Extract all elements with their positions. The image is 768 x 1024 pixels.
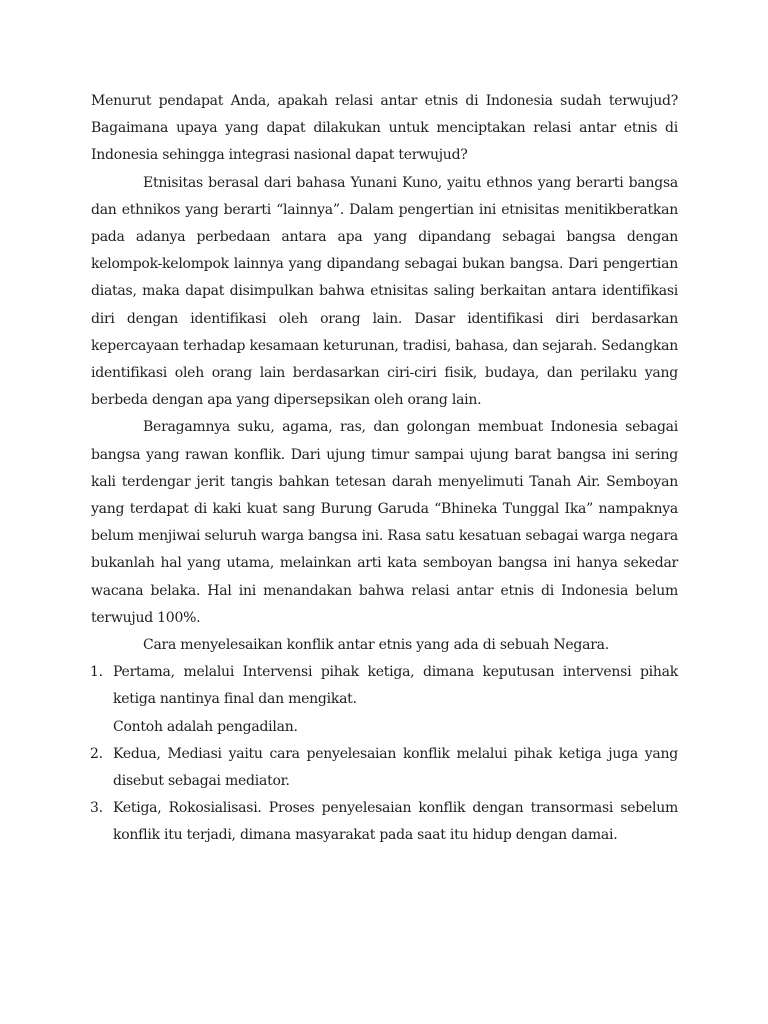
- list-item-text: Kedua, Mediasi yaitu cara penyelesaian konflik melalui pihak ketiga juga yang disebut sebagai mediator.: [113, 745, 678, 790]
- body-paragraph-etnisitas: Etnisitas berasal dari bahasa Yunani Kuno, yaitu ethnos yang berarti bangsa dan ethnikos yang berarti “lainnya”. Dalam pengertian ini etnisitas menitikberatkan pada adanya perbedaan antara apa yang dipandang sebagai bangsa dengan kelompok-kelompok lainnya yang dipandang sebagai bukan bangsa. Dari pengertian diatas, maka dapat disimpulkan bahwa etnisitas saling berkaitan antara identifikasi diri dengan identifikasi oleh orang lain. Dasar identifikasi diri berdasarkan kepercayaan terhadap kesamaan keturunan, tradisi, bahasa, dan sejarah. Sedangkan identifikasi oleh orang lain berdasarkan ciri-ciri fisik, budaya, dan perilaku yang berbeda dengan apa yang dipersepsikan oleh orang lain.: [91, 174, 678, 409]
- list-item-number: 2.: [90, 745, 103, 762]
- list-item: [91, 795, 678, 849]
- intro-paragraph: Menurut pendapat Anda, apakah relasi antar etnis di Indonesia sudah terwujud? Bagaimana upaya yang dapat dilakukan untuk menciptakan relasi antar etnis di Indonesia sehingga integrasi nasional dapat terwujud?: [91, 93, 678, 164]
- list-item-example: Contoh adalah pengadilan.: [113, 718, 298, 735]
- list-item: [91, 659, 678, 741]
- list-item-number: 3.: [90, 800, 103, 817]
- document-body: [91, 88, 678, 850]
- body-paragraph-konflik: Beragamnya suku, agama, ras, dan golongan membuat Indonesia sebagai bangsa yang rawan konflik. Dari ujung timur sampai ujung barat bangsa ini sering kali terdengar jerit tangis bahkan tetesan darah menyelimuti Tanah Air. Semboyan yang terdapat di kaki kuat sang Burung Garuda “Bhineka Tunggal Ika” nampaknya belum menjiwai seluruh warga bangsa ini. Rasa satu kesatuan sebagai warga negara bukanlah hal yang utama, melainkan arti kata semboyan bangsa ini hanya sekedar wacana belaka. Hal ini menandakan bahwa relasi antar etnis di Indonesia belum terwujud 100%.: [91, 419, 678, 626]
- list-item-text: Pertama, melalui Intervensi pihak ketiga, dimana keputusan intervensi pihak ketiga nantinya final dan mengikat.: [113, 664, 678, 708]
- resolution-list: [91, 659, 678, 849]
- list-intro-paragraph: Cara menyelesaikan konflik antar etnis yang ada di sebuah Negara.: [143, 637, 609, 654]
- list-item: [91, 741, 678, 795]
- list-item-text: Ketiga, Rokosialisasi. Proses penyelesaian konflik dengan transormasi sebelum konflik itu terjadi, dimana masyarakat pada saat itu hidup dengan damai.: [113, 800, 678, 844]
- list-item-number: 1.: [90, 664, 103, 681]
